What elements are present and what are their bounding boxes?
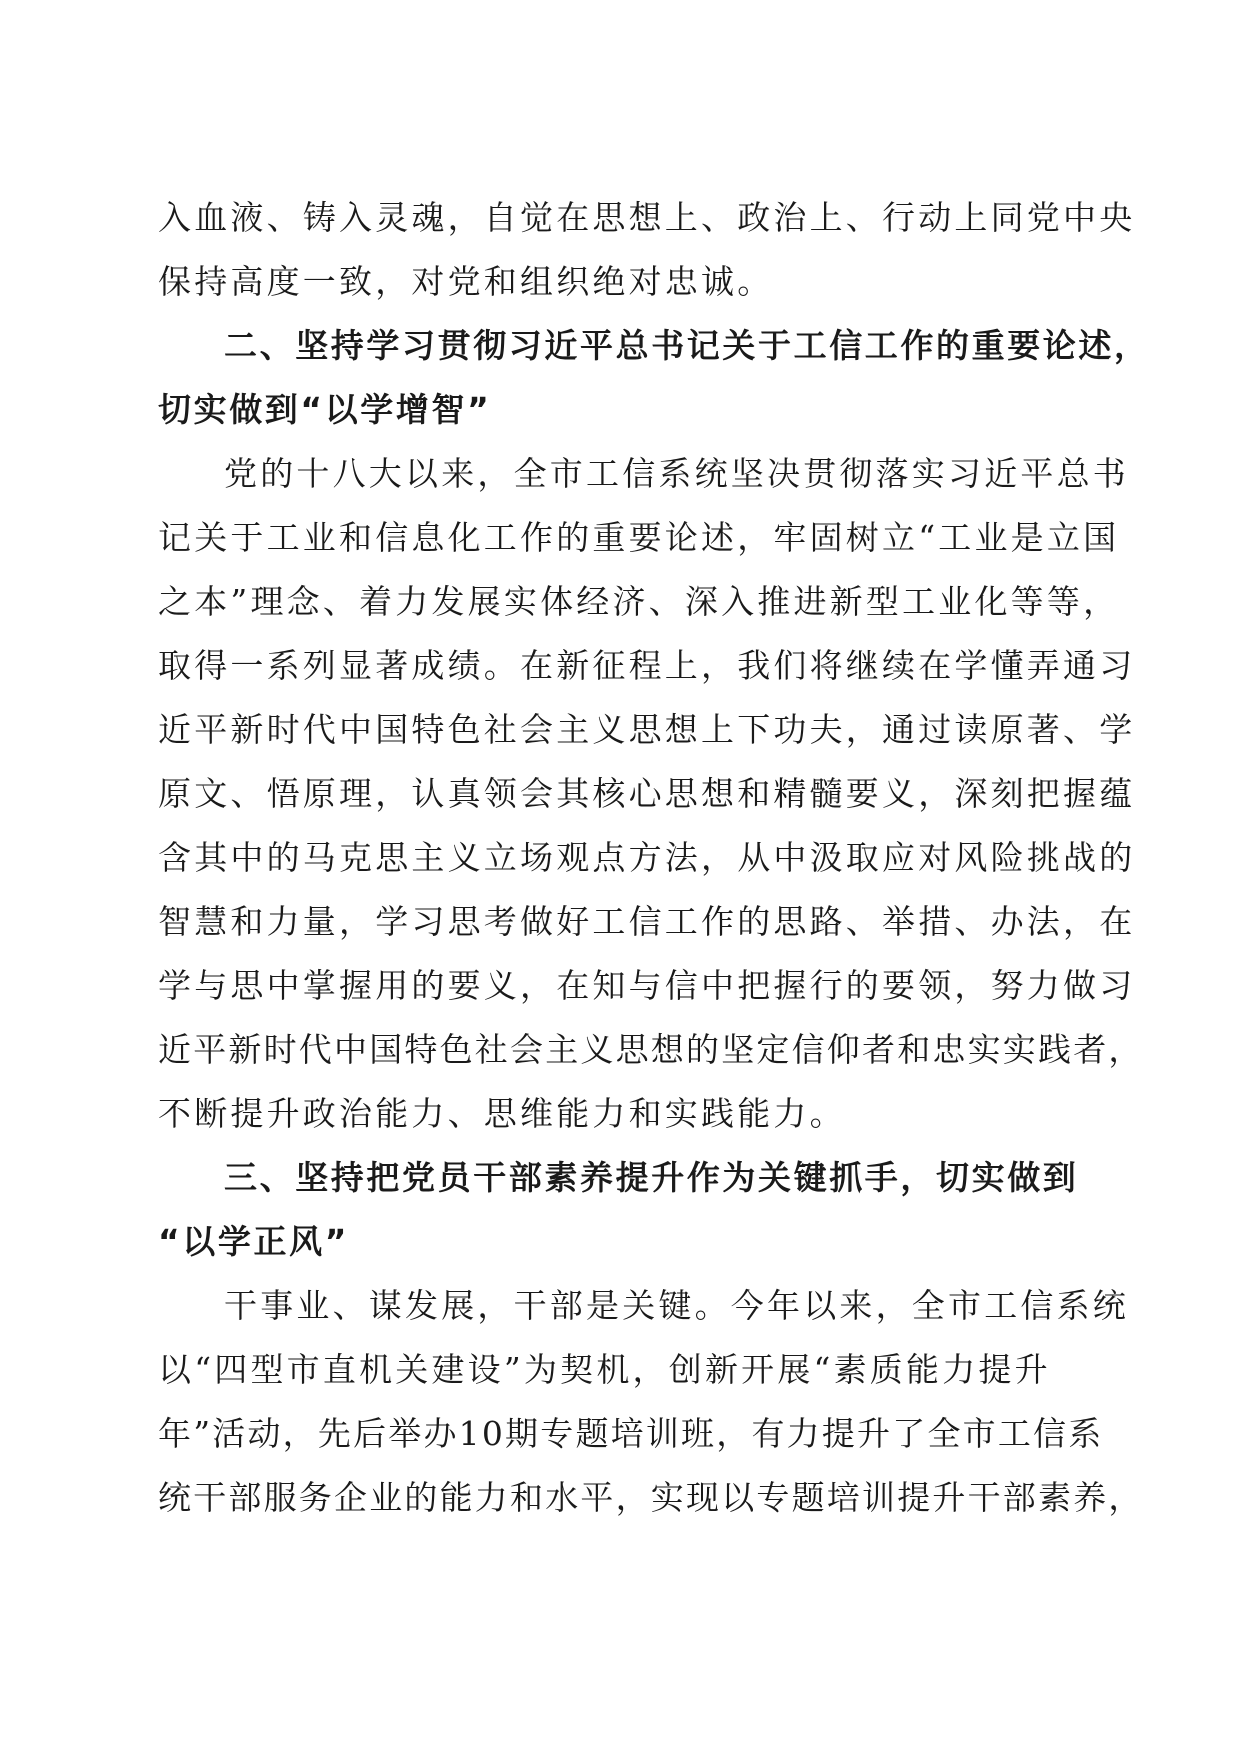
paragraph-line: 智慧和力量，学习思考做好工信工作的思路、举措、办法，在 — [158, 902, 1136, 941]
paragraph-line: 学与思中掌握用的要义，在知与信中把握行的要领，努力做习 — [158, 966, 1136, 1005]
paragraph-line: 入血液、铸入灵魂，自觉在思想上、政治上、行动上同党中央 — [158, 198, 1136, 237]
paragraph-line: 干事业、谋发展，干部是关键。今年以来，全市工信系统 — [224, 1286, 1129, 1325]
paragraph-line: 之本”理念、着力发展实体经济、深入推进新型工业化等等， — [158, 582, 1120, 621]
paragraph-line: 以“四型市直机关建设”为契机，创新开展“素质能力提升 — [158, 1350, 1051, 1389]
section-heading-2: 二、坚持学习贯彻习近平总书记关于工信工作的重要论述， — [224, 326, 1150, 365]
paragraph-line: 原文、悟原理，认真领会其核心思想和精髓要义，深刻把握蕴 — [158, 774, 1136, 813]
paragraph-line: 保持高度一致，对党和组织绝对忠诚。 — [158, 262, 774, 301]
paragraph-line: 近平新时代中国特色社会主义思想的坚定信仰者和忠实实践者， — [158, 1030, 1144, 1069]
paragraph-line: 统干部服务企业的能力和水平，实现以专题培训提升干部素养， — [158, 1478, 1144, 1517]
section-heading-3: 三、坚持把党员干部素养提升作为关键抓手，切实做到 — [224, 1158, 1079, 1197]
paragraph-line: 取得一系列显著成绩。在新征程上，我们将继续在学懂弄通习 — [158, 646, 1136, 685]
section-heading-3-cont: “以学正风” — [158, 1222, 349, 1261]
document-body — [158, 186, 1150, 1530]
paragraph-line: 党的十八大以来，全市工信系统坚决贯彻落实习近平总书 — [224, 454, 1129, 493]
paragraph-line: 年”活动，先后举办10期专题培训班，有力提升了全市工信系 — [158, 1414, 1104, 1453]
paragraph-line: 含其中的马克思主义立场观点方法，从中汲取应对风险挑战的 — [158, 838, 1136, 877]
paragraph-line: 不断提升政治能力、思维能力和实践能力。 — [158, 1094, 846, 1133]
paragraph-line: 近平新时代中国特色社会主义思想上下功夫，通过读原著、学 — [158, 710, 1136, 749]
paragraph-line: 记关于工业和信息化工作的重要论述，牢固树立“工业是立国 — [158, 518, 1120, 557]
section-heading-2-cont: 切实做到“以学增智” — [158, 390, 492, 429]
